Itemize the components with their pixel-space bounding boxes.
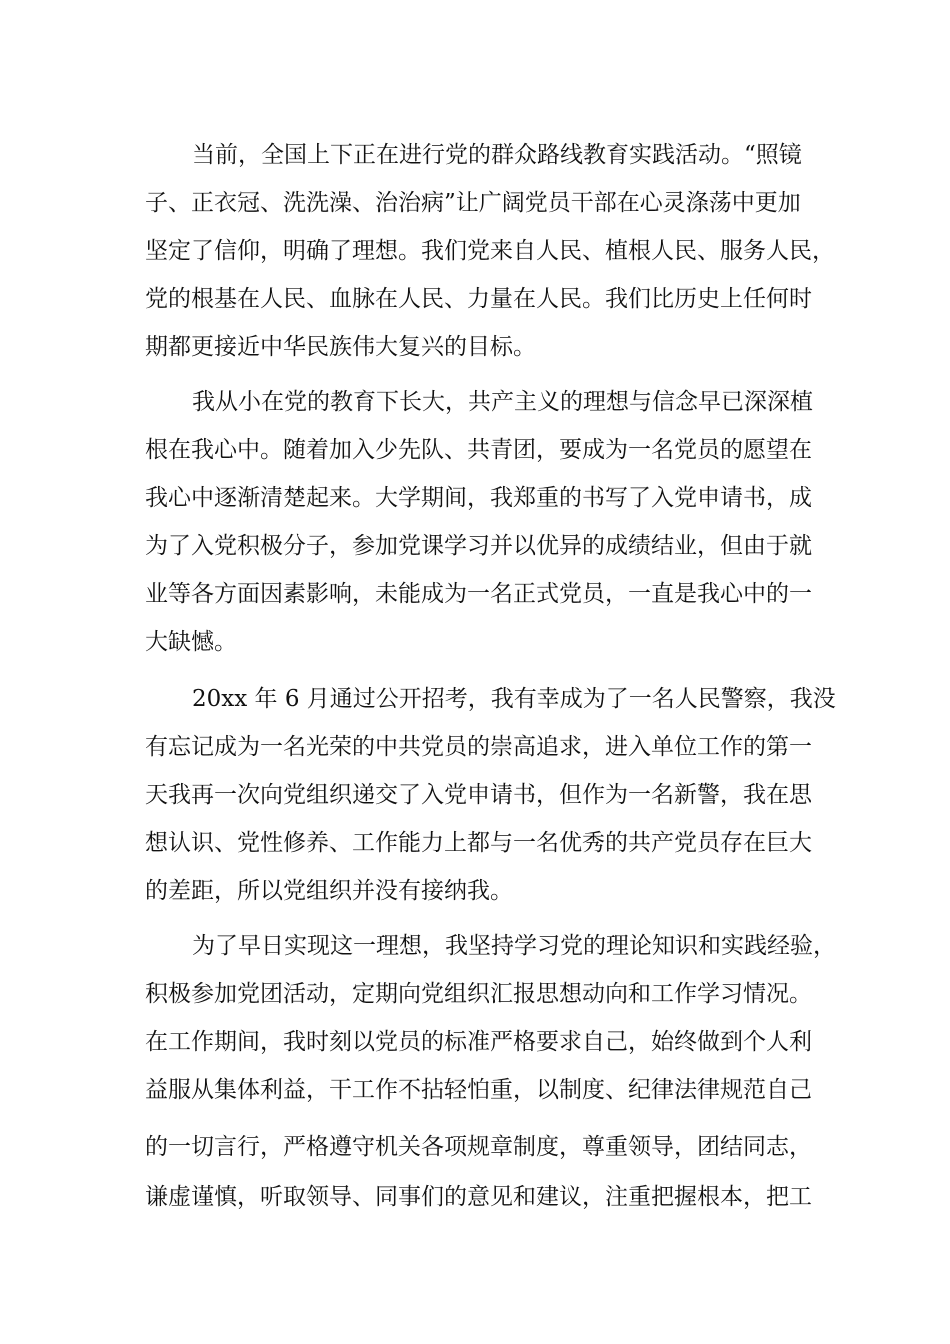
text-line: 为了早日实现这一理想，我坚持学习党的理论知识和实践经验， [192,933,836,959]
text-line: 在工作期间，我时刻以党员的标准严格要求自己，始终做到个人利 [145,1029,812,1055]
text-line: 谦虚谨慎，听取领导、同事们的意见和建议，注重把握根本，把工 [145,1184,812,1210]
text-line: 20xx 年 6 月通过公开招考，我有幸成为了一名人民警察，我没 [192,686,836,712]
text-line: 为了入党积极分子，参加党课学习并以优异的成绩结业，但由于就 [145,533,812,559]
text-line: 业等各方面因素影响，未能成为一名正式党员，一直是我心中的一 [145,581,812,607]
text-line: 党的根基在人民、血脉在人民、力量在人民。我们比历史上任何时 [145,286,812,312]
text-line: 我从小在党的教育下长大，共产主义的理想与信念早已深深植 [192,389,813,415]
text-line: 的一切言行，严格遵守机关各项规章制度，尊重领导，团结同志， [145,1134,812,1160]
text-line: 的差距，所以党组织并没有接纳我。 [145,878,513,904]
text-line: 有忘记成为一名光荣的中共党员的崇高追求，进入单位工作的第一 [145,734,812,760]
text-line: 根在我心中。随着加入少先队、共青团，要成为一名党员的愿望在 [145,437,812,463]
text-line: 大缺憾。 [145,629,237,655]
text-line: 想认识、党性修养、工作能力上都与一名优秀的共产党员存在巨大 [145,830,812,856]
text-line: 益服从集体利益，干工作不拈轻怕重，以制度、纪律法律规范自己 [145,1077,812,1103]
text-line: 期都更接近中华民族伟大复兴的目标。 [145,334,536,360]
text-line: 天我再一次向党组织递交了入党申请书，但作为一名新警，我在思 [145,782,812,808]
text-line: 子、正衣冠、洗洗澡、治治病”让广阔党员干部在心灵涤荡中更加 [145,190,801,216]
text-line: 积极参加党团活动，定期向党组织汇报思想动向和工作学习情况。 [145,981,812,1007]
text-line: 坚定了信仰，明确了理想。我们党来自人民、植根人民、服务人民， [145,238,835,264]
text-line: 我心中逐渐清楚起来。大学期间，我郑重的书写了入党申请书，成 [145,485,812,511]
text-line: 当前，全国上下正在进行党的群众路线教育实践活动。“照镜 [192,142,802,168]
